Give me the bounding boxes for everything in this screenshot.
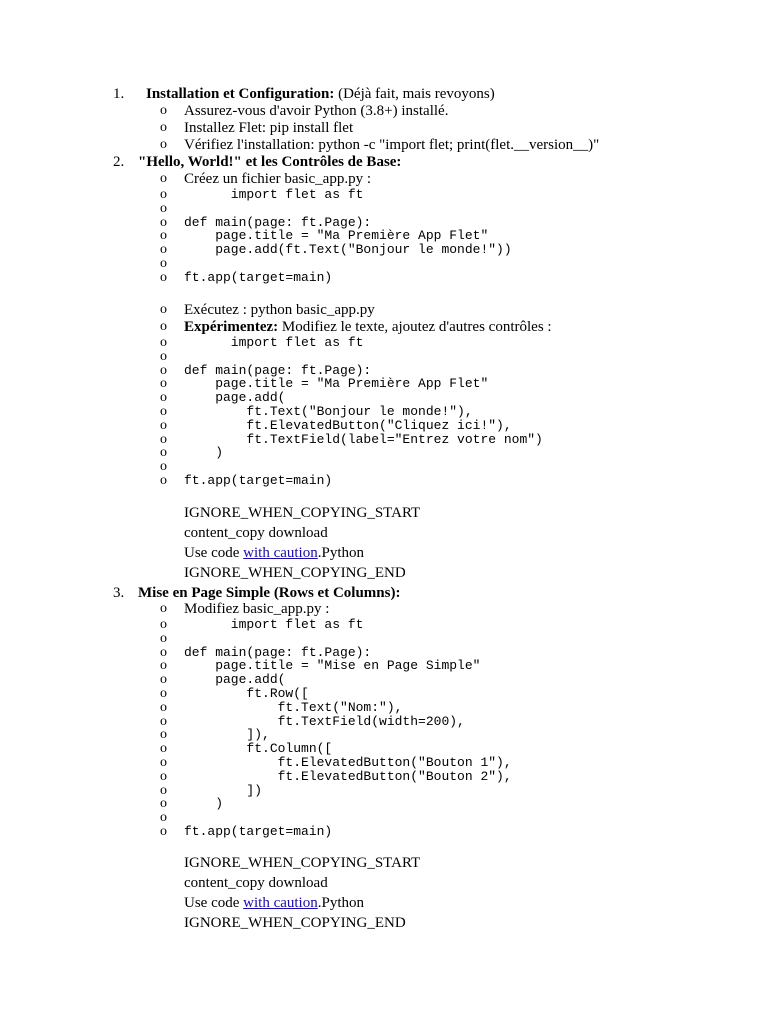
python-label: .Python (317, 545, 364, 561)
code-line-row (184, 797, 223, 811)
copy-block-start (184, 505, 420, 522)
list-item-text (184, 171, 371, 188)
section-heading (138, 154, 401, 171)
bullet-marker: o (160, 630, 167, 646)
bullet-marker: o (160, 473, 167, 488)
bullet-marker: o (160, 404, 167, 419)
section-heading (146, 86, 495, 103)
bullet-marker: o (160, 617, 167, 632)
code-line: ft.ElevatedButton("Cliquez ici!"), (184, 417, 512, 433)
bullet-marker: o (160, 137, 167, 152)
code-line-row (184, 446, 223, 460)
code-line: page.add(ft.Text("Bonjour le monde!")) (184, 242, 512, 258)
code-line: ft.TextField(width=200), (184, 713, 465, 729)
bullet-marker: o (160, 319, 167, 334)
code-line-row (184, 433, 543, 447)
section-title: Installation et Configuration: (146, 86, 335, 102)
list-item-text (184, 103, 448, 120)
code-line: ft.app(target=main) (184, 824, 333, 839)
list-item-text: Assurez-vous d'avoir Python (3.8+) installé. (184, 103, 449, 119)
bullet-marker: o (160, 376, 167, 392)
bullet-marker: o (160, 256, 167, 271)
code-line: ) (184, 445, 224, 461)
section-title: Mise en Page Simple (Rows et Columns): (138, 585, 401, 601)
bullet-marker: o (160, 810, 167, 826)
bullet-marker: o (160, 601, 167, 616)
copy-block-end (184, 565, 406, 582)
list-item-text: Vérifiez l'installation: python -c "import flet; print(flet.__version__)" (184, 137, 600, 153)
experiment-label: Expérimentez: (184, 319, 279, 335)
code-line: import flet as ft (184, 187, 364, 202)
bullet-marker: o (160, 782, 167, 798)
section-heading (138, 585, 400, 602)
bullet-marker: o (160, 120, 167, 135)
bullet-marker: o (160, 242, 167, 258)
bullet-marker: o (160, 431, 167, 447)
bullet-marker: o (160, 200, 167, 216)
code-line-row (184, 618, 363, 632)
bullet-marker: o (160, 187, 167, 202)
bullet-marker: o (160, 459, 167, 475)
list-item-text: Installez Flet: pip install flet (184, 120, 354, 136)
copy-marker-end: IGNORE_WHEN_COPYING_END (184, 565, 406, 581)
list-item-text: Modifiez le texte, ajoutez d'autres contrôles : (278, 319, 552, 335)
code-line-row (184, 243, 512, 257)
code-line: ft.app(target=main) (184, 473, 333, 488)
code-line: page.title = "Ma Première App Flet" (184, 228, 489, 244)
bullet-marker: o (160, 390, 167, 406)
with-caution-link[interactable]: with caution (243, 545, 318, 561)
list-item-text (184, 120, 353, 137)
bullet-marker: o (160, 171, 167, 186)
bullet-marker: o (160, 302, 167, 317)
bullet-marker: o (160, 768, 167, 784)
code-line-row (184, 188, 363, 202)
bullet-marker: o (160, 362, 167, 378)
bullet-marker: o (160, 699, 167, 715)
copy-marker-start: IGNORE_WHEN_COPYING_START (184, 855, 421, 871)
list-item-text (184, 601, 329, 618)
bullet-marker: o (160, 103, 167, 118)
code-line: import flet as ft (184, 335, 364, 350)
bullet-marker: o (160, 686, 167, 701)
python-label: .Python (317, 895, 364, 911)
code-line: ft.TextField(label="Entrez votre nom") (184, 431, 543, 447)
code-line: ft.Column([ (184, 741, 333, 757)
copy-block-usecode (184, 545, 364, 562)
bullet-marker: o (160, 335, 167, 350)
code-line: def main(page: ft.Page): (184, 362, 372, 378)
use-code-text: Use code (184, 545, 244, 561)
code-line: ]), (184, 727, 270, 743)
bullet-marker: o (160, 214, 167, 230)
list-item-text (184, 137, 599, 154)
bullet-marker: o (160, 228, 167, 244)
section-title-note: (Déjà fait, mais revoyons) (334, 86, 495, 102)
copy-marker-end: IGNORE_WHEN_COPYING_END (184, 915, 406, 931)
bullet-marker: o (160, 658, 167, 674)
bullet-marker: o (160, 741, 167, 757)
code-line: page.add( (184, 672, 286, 688)
list-number: 1. (113, 86, 125, 102)
bullet-marker: o (160, 445, 167, 461)
code-line: import flet as ft (184, 617, 364, 632)
code-line: ft.Text("Nom:"), (184, 699, 403, 715)
list-item-text (184, 302, 375, 319)
bullet-marker: o (160, 417, 167, 433)
list-number: 2. (113, 154, 125, 170)
list-number: 3. (113, 585, 125, 601)
code-line: page.title = "Mise en Page Simple" (184, 658, 481, 674)
code-line: ) (184, 796, 224, 812)
code-line-row (184, 825, 332, 839)
copy-content-text: content_copy download (184, 875, 328, 891)
code-line: ft.ElevatedButton("Bouton 2"), (184, 768, 512, 784)
list-item-text (184, 319, 552, 336)
with-caution-link[interactable]: with caution (243, 895, 318, 911)
use-code-text: Use code (184, 895, 244, 911)
code-line: ft.Text("Bonjour le monde!"), (184, 404, 473, 419)
code-line: ]) (184, 782, 263, 798)
code-line: def main(page: ft.Page): (184, 644, 372, 660)
bullet-marker: o (160, 824, 167, 839)
copy-block-start (184, 855, 420, 872)
copy-block-content (184, 525, 328, 542)
copy-block-usecode (184, 895, 364, 912)
bullet-marker: o (160, 796, 167, 812)
code-line: def main(page: ft.Page): (184, 214, 372, 230)
bullet-marker: o (160, 672, 167, 688)
bullet-marker: o (160, 727, 167, 743)
code-line-row (184, 474, 332, 488)
bullet-marker: o (160, 713, 167, 729)
bullet-marker: o (160, 755, 167, 770)
copy-block-content (184, 875, 328, 892)
section-title: "Hello, World!" et les Contrôles de Base: (138, 154, 402, 170)
code-line: ft.Row([ (184, 686, 309, 701)
list-item-text: Modifiez basic_app.py : (184, 601, 330, 617)
bullet-marker: o (160, 348, 167, 364)
copy-content-text: content_copy download (184, 525, 328, 541)
code-line: ft.ElevatedButton("Bouton 1"), (184, 755, 512, 770)
bullet-marker: o (160, 644, 167, 660)
code-line-row (184, 271, 332, 285)
code-line: ft.app(target=main) (184, 269, 333, 285)
code-line: page.title = "Ma Première App Flet" (184, 376, 489, 392)
code-line: page.add( (184, 390, 286, 406)
code-line-row (184, 336, 363, 350)
copy-marker-start: IGNORE_WHEN_COPYING_START (184, 505, 421, 521)
copy-block-end (184, 915, 406, 932)
list-item-text: Créez un fichier basic_app.py : (184, 171, 372, 187)
bullet-marker: o (160, 269, 167, 285)
list-item-text: Exécutez : python basic_app.py (184, 302, 375, 318)
